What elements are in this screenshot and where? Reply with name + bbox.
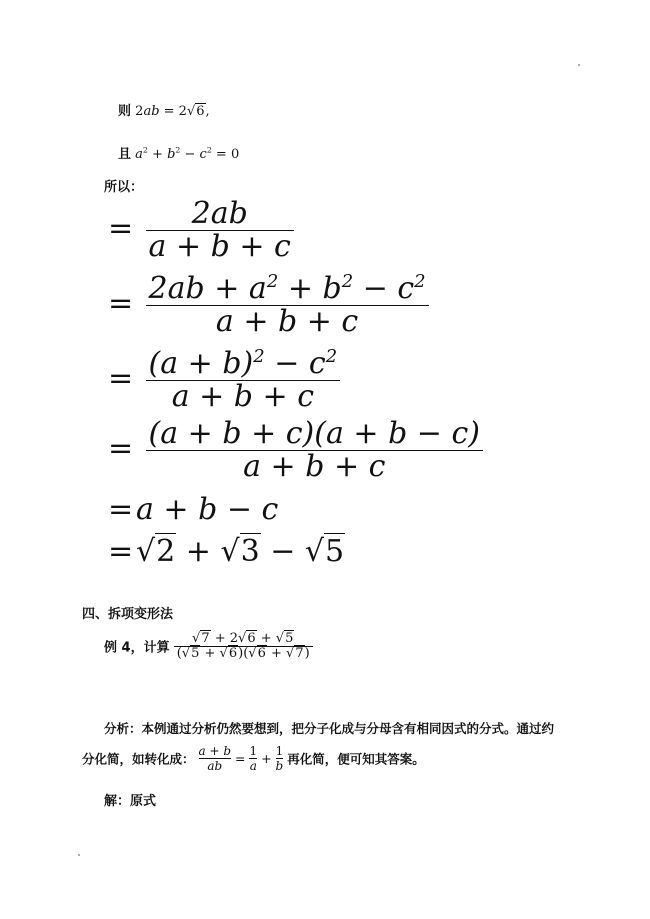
step-5: =a + b − c [108,492,279,527]
expr-coef: 2 [135,104,144,119]
radicand-6: 6 [196,104,205,119]
therefore-label: 所以： [104,180,144,195]
comma: , [205,104,210,119]
step1-num: 2ab [191,196,248,231]
exp-a: 2 [142,145,148,155]
step-1: = $\frac{2ab}{a + b + c}$ [108,198,294,262]
step2-num: $2ab + a^2 + b^2 - c^2$ [148,271,426,306]
scan-dot-bottom [78,854,80,856]
example-4-den: (√5 + √6)(√6 + √7) [176,645,310,661]
analysis-suffix: 再化简，便可知其答案。 [287,751,425,767]
step4-den: a + b + c [243,448,386,484]
scan-dot-top [578,64,580,66]
exp-c: 2 [206,145,212,155]
frac-1-over-a: $\frac{1}{a}$ [249,744,258,773]
root-2: 2 [156,534,176,569]
solution-label: 解：原式 [104,794,157,809]
exp-b: 2 [175,145,181,155]
expr-equals: = 2 [159,104,187,119]
example-4-label: 例 4，计算 [104,640,170,656]
step-6: =√2 + √3 − √5 [108,534,345,569]
example-4-num: √7 + 2√6 + √5 [192,631,294,646]
step2-den: a + b + c [215,303,359,339]
var-a: a [135,147,143,162]
analysis-line-2: 分化简，如转化成： $\frac{a + b}{ab}$ = $\frac{1}{a}$ + $\frac{1}{b}$ 再化简，便可知其答案。 [82,744,425,773]
given-line-1 [118,100,210,119]
then-label: 则 [118,104,132,119]
var-b: b [167,147,176,162]
analysis-prefix: 分化简，如转化成： [82,751,195,767]
example-4 [104,632,313,660]
example-4-fraction [174,632,313,660]
given-line-2: 且 $a^2 + b^2 - c^2 = 0$ [118,145,240,162]
step-2: = $\frac{2ab + a^2 + b^2 - c^2}{a + b + c}$ [108,273,429,337]
analysis-line-1: 分析：本例通过分析仍然要想到，把分子化成与分母含有相同因式的分式。通过约 [104,721,555,736]
var-c: c [199,147,207,162]
step3-num: $(a + b)^2 - c^2$ [148,346,338,381]
section-4-title: 四、拆项变形法 [82,607,174,622]
frac-a-plus-b-over-ab: $\frac{a + b}{ab}$ [198,744,232,773]
step1-den: a + b + c [148,228,291,264]
root-3: 3 [240,534,260,569]
step4-num: (a + b + c)(a + b − c) [148,416,480,451]
frac-1-over-b: $\frac{1}{b}$ [275,744,284,773]
sqrt-symbol: √ [186,104,196,119]
step-4: = $\frac{(a + b + c)(a + b - c)}{a + b + c}$ [108,418,483,482]
expr-var: ab [143,104,160,119]
step-3: = $\frac{(a + b)^2 - c^2}{a + b + c}$ [108,348,340,412]
and-label: 且 [118,147,132,162]
step5-expr: a + b − c [136,492,279,527]
root-5: 5 [325,534,345,569]
rhs-zero: = 0 [215,147,240,162]
step3-den: a + b + c [171,378,315,414]
